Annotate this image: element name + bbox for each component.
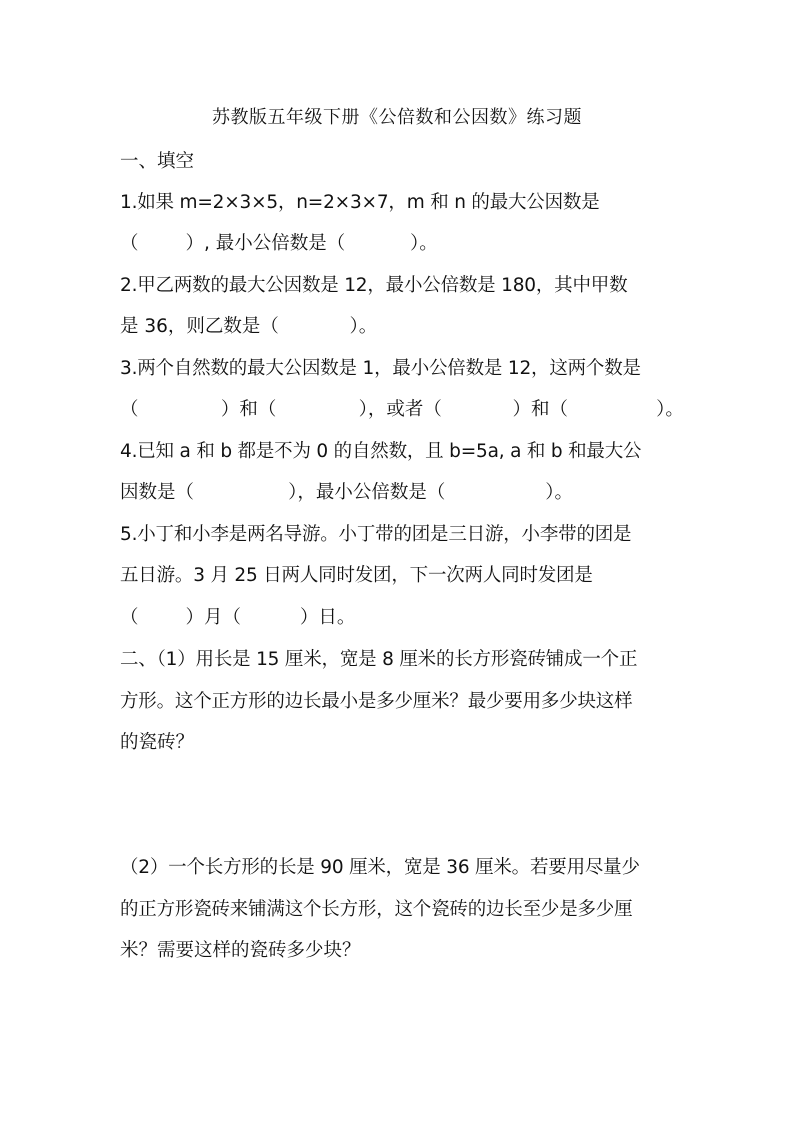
question-4-line-1: 4.已知 a 和 b 都是不为 0 的自然数，且 b=5a, a 和 b 和最大公 <box>120 441 642 462</box>
question-1-line-2: （ ）, 最小公倍数是（ ）。 <box>120 233 438 254</box>
question-5-line-3: （ ）月（ ）日。 <box>120 607 356 628</box>
question-3-line-1: 3.两个自然数的最大公因数是 1，最小公倍数是 12，这两个数是 <box>120 358 641 379</box>
page-title: 苏教版五年级下册《公倍数和公因数》练习题 <box>212 107 582 128</box>
problem-2-line-3: 米？需要这样的瓷砖多少块？ <box>120 940 361 961</box>
section-heading-fill-blank: 一、填空 <box>120 151 195 172</box>
problem-2-line-2: 的正方形瓷砖来铺满这个长方形，这个瓷砖的边长至少是多少厘 <box>120 899 633 920</box>
question-2-line-1: 2.甲乙两数的最大公因数是 12，最小公倍数是 180，其中甲数 <box>120 275 628 296</box>
question-1-line-1: 1.如果 m=2×3×5，n=2×3×7，m 和 n 的最大公因数是 <box>120 192 600 213</box>
question-2-line-2: 是 36，则乙数是（ ）。 <box>120 316 378 337</box>
question-3-line-2: （ ）和（ ），或者（ ）和（ ）。 <box>120 399 684 420</box>
question-5-line-2: 五日游。3 月 25 日两人同时发团，下一次两人同时发团是 <box>120 565 593 586</box>
problem-1-line-3: 的瓷砖？ <box>120 732 195 753</box>
problem-1-line-1: 二、（1）用长是 15 厘米，宽是 8 厘米的长方形瓷砖铺成一个正 <box>120 649 638 670</box>
question-4-line-2: 因数是（ ），最小公倍数是（ ）。 <box>120 482 574 503</box>
problem-2-line-1: （2）一个长方形的长是 90 厘米，宽是 36 厘米。若要用尽量少 <box>120 857 640 878</box>
problem-1-line-2: 方形。这个正方形的边长最小是多少厘米？最少要用多少块这样 <box>120 691 633 712</box>
question-5-line-1: 5.小丁和小李是两名导游。小丁带的团是三日游，小李带的团是 <box>120 524 632 545</box>
